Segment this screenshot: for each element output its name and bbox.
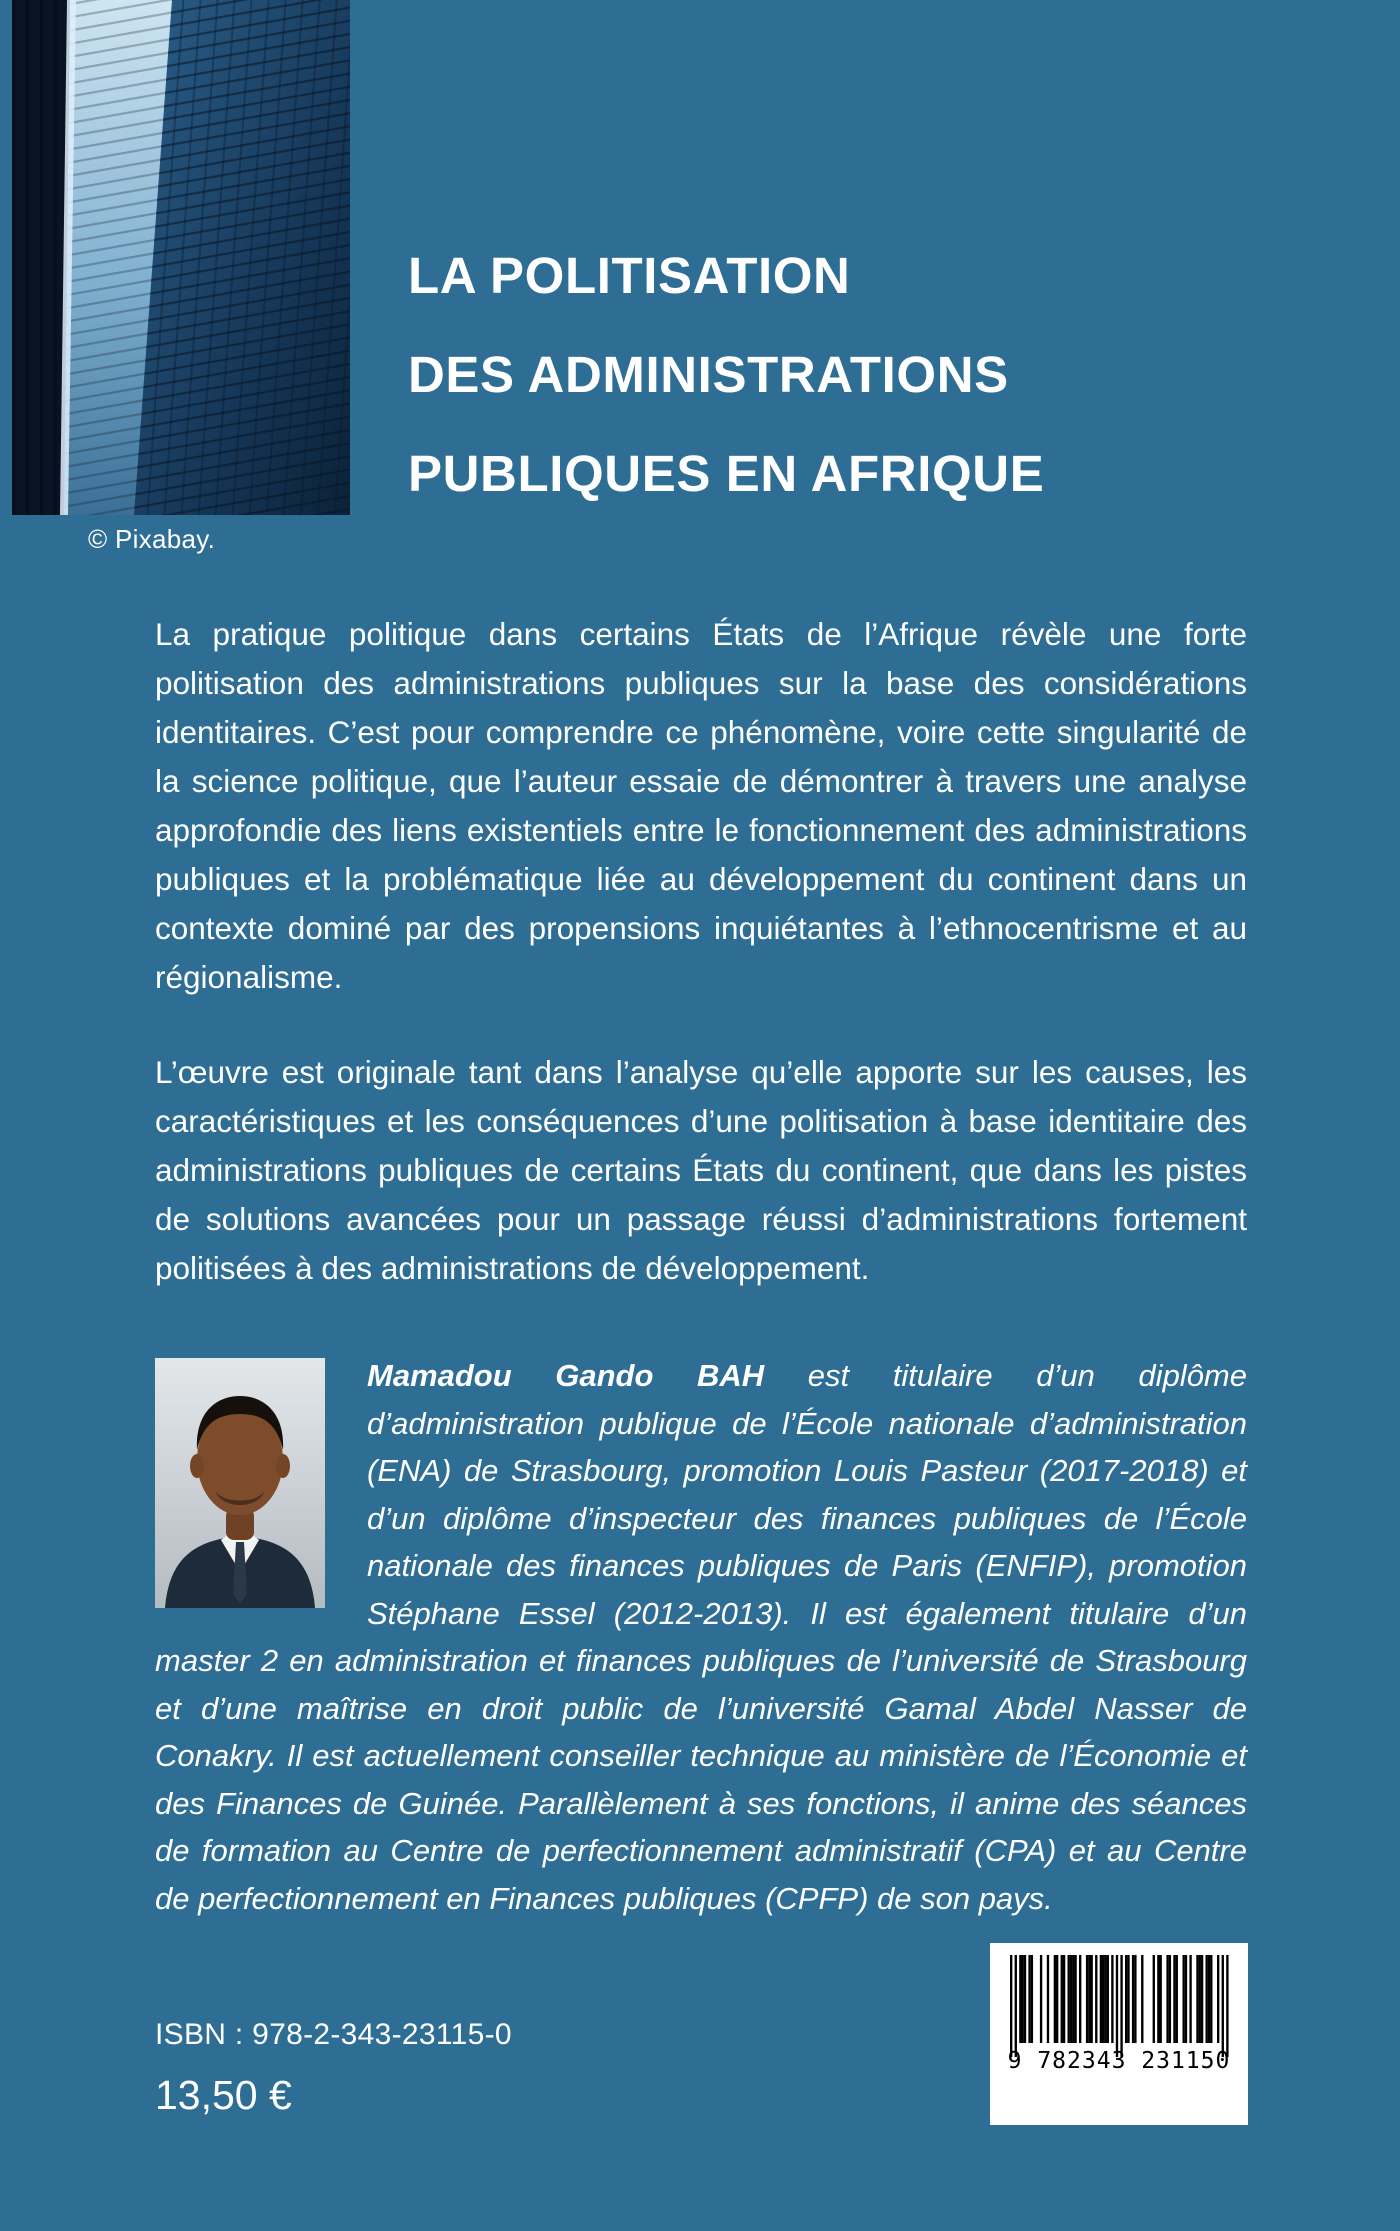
author-portrait-illustration	[155, 1358, 325, 1608]
author-bio-text: est titulaire d’un diplôme d’administration publique de l’École nationale d’administration (ENA) de Strasbourg, promotion Louis Pasteur (2017-2018) et d’un diplôme d’inspecteur des finances publiques de l’École nationale des finances publiques de Paris (ENFIP), promotion Stéphane Essel (2012-2013). Il est également titulaire d’un master 2 en administration et finances publiques de l’université de Strasbourg et d’une maîtrise en droit public de l’université Gamal Abdel Nasser de Conakry. Il est actuellement conseiller technique au ministère de l’Économie et des Finances de Guinée. Parallèlement à ses fonctions, il anime des séances de formation au Centre de perfectionnement administratif (CPA) et au Centre de perfectionnement en Finances publiques (CPFP) de son pays.	[155, 1358, 1247, 1916]
synopsis	[155, 610, 1247, 1293]
synopsis-paragraph-1: La pratique politique dans certains États de l’Afrique révèle une forte politisation des administrations publiques sur la base des considérations identitaires. C’est pour comprendre ce phénomène, voire cette singularité de la science politique, que l’auteur essaie de démontrer à travers une analyse approfondie des liens existentiels entre le fonctionnement des administrations publiques et la problématique liée au développement du continent dans un contexte dominé par des propensions inquiétantes à l’ethnocentrisme et au régionalisme.	[155, 616, 1247, 995]
author-bio	[155, 1352, 1247, 1922]
price-text: 13,50 €	[155, 2072, 292, 2118]
book-title-line-3: PUBLIQUES EN AFRIQUE	[408, 445, 1045, 502]
synopsis-paragraph-2: L’œuvre est originale tant dans l’analyse qu’elle apporte sur les causes, les caractéristiques et les conséquences d’une politisation à base identitaire des administrations publiques de certains États du continent, que dans les pistes de solutions avancées pour un passage réussi d’administrations fortement politisées à des administrations de développement.	[155, 1054, 1247, 1286]
book-title	[408, 226, 1044, 523]
barcode-number: 9 782343 231150	[1007, 2048, 1231, 2074]
author-name: Mamadou Gando BAH	[367, 1358, 765, 1393]
author-portrait	[155, 1358, 325, 1608]
barcode	[990, 1943, 1248, 2125]
book-title-line-2: DES ADMINISTRATIONS	[408, 346, 1009, 403]
photo-credit: © Pixabay.	[88, 524, 216, 554]
barcode-bars	[1010, 1955, 1229, 2057]
building-photo-illustration	[12, 0, 350, 515]
book-title-line-1: LA POLITISATION	[408, 247, 851, 304]
building-photo	[12, 0, 350, 515]
isbn-text: ISBN : 978-2-343-23115-0	[155, 2018, 512, 2051]
